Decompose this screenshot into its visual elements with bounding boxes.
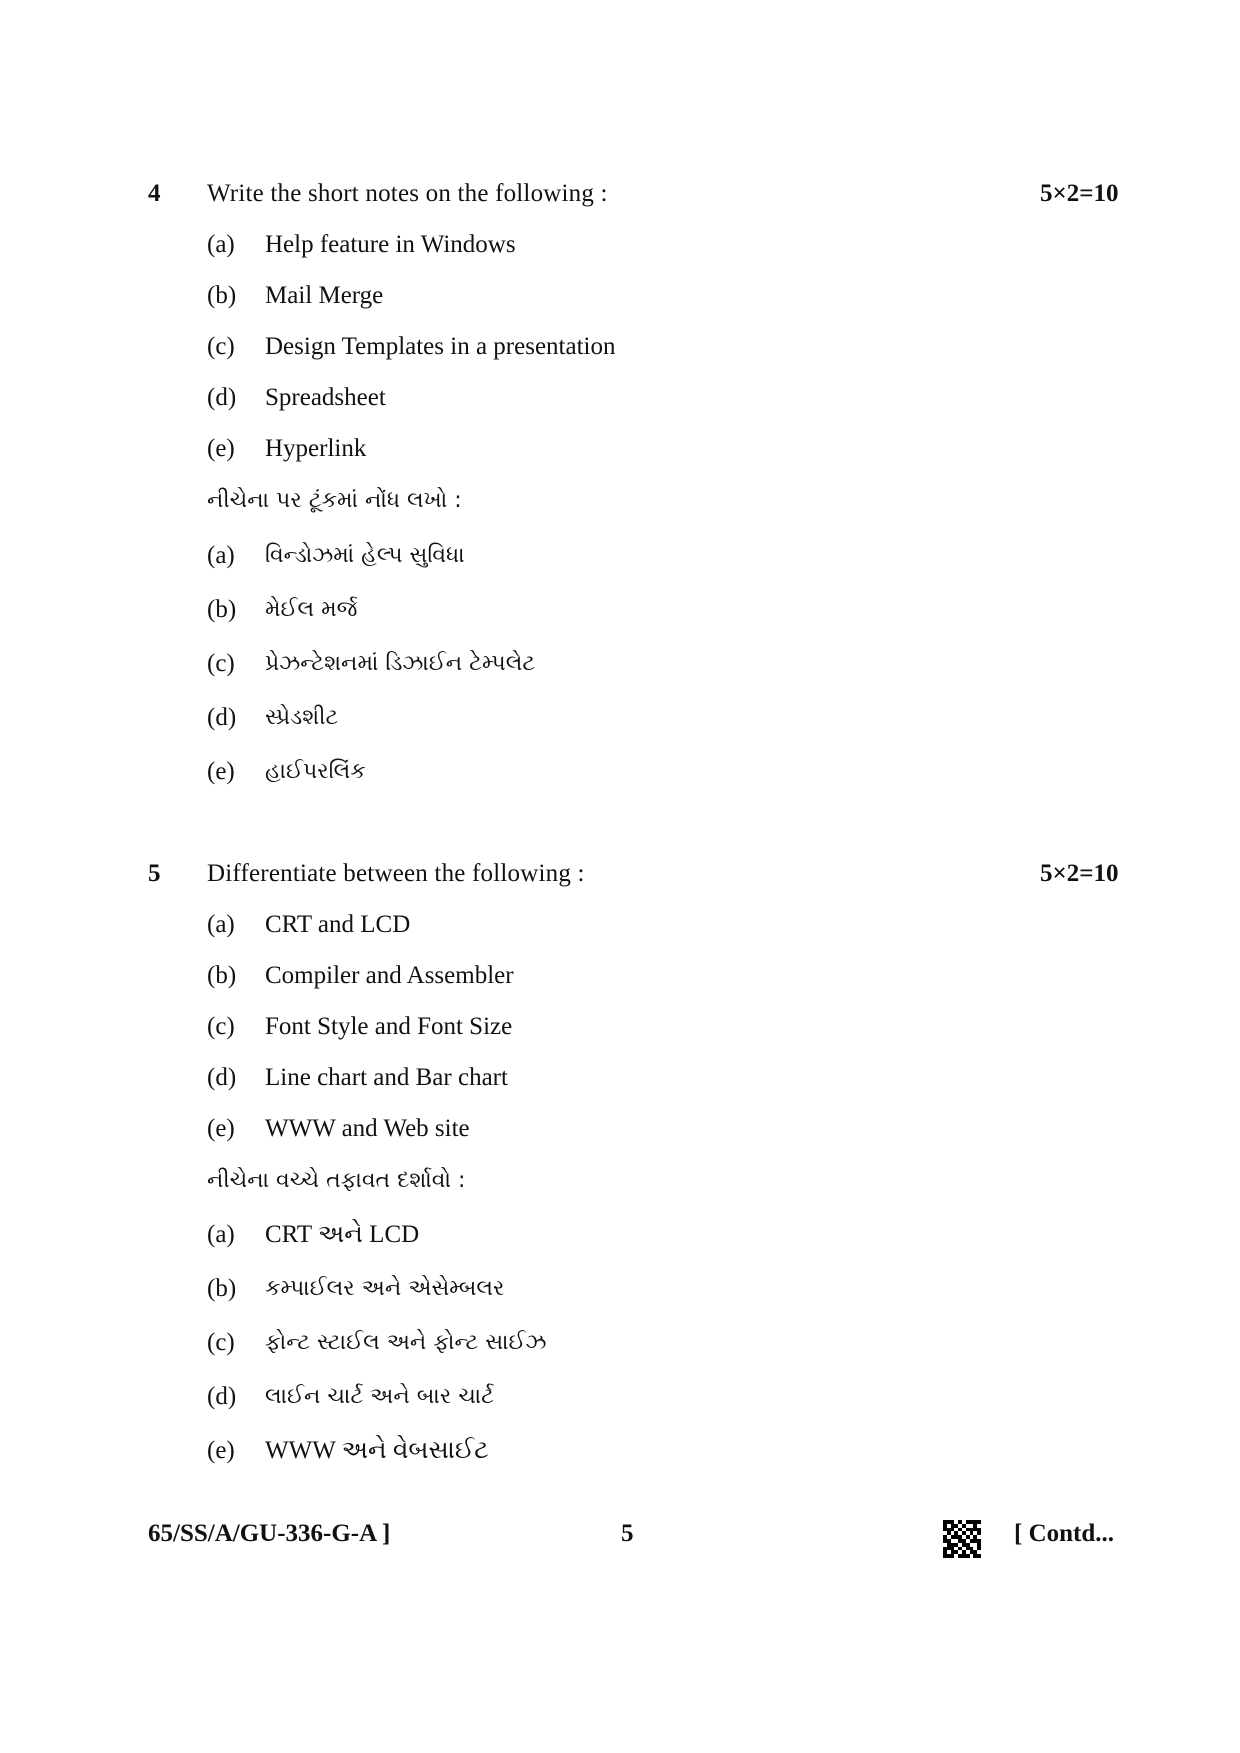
- option-text: Spreadsheet: [265, 384, 386, 411]
- option-text: મેઈલ મર્જ: [265, 597, 358, 622]
- question-4-text: Write the short notes on the following :: [207, 180, 608, 207]
- question-5-marks: 5×2=10: [1040, 860, 1119, 887]
- option-label: (c): [207, 1013, 235, 1040]
- continued-marker: [ Contd...: [1014, 1520, 1115, 1547]
- option-label: (a): [207, 542, 235, 569]
- qr-code-icon: [943, 1520, 981, 1558]
- option-label: (a): [207, 231, 235, 258]
- option-text: ફોન્ટ સ્ટાઈલ અને ફોન્ટ સાઈઝ: [265, 1330, 547, 1355]
- option-label: (d): [207, 1383, 237, 1410]
- option-label: (b): [207, 1275, 237, 1302]
- option-text: પ્રેઝન્ટેશનમાં ડિઝાઈન ટેમ્પલેટ: [265, 651, 536, 676]
- option-label: (e): [207, 1115, 235, 1142]
- option-label: (c): [207, 650, 235, 677]
- option-text: વિન્ડોઝમાં હેલ્પ સુવિધા: [265, 543, 465, 568]
- option-text: લાઈન ચાર્ટ અને બાર ચાર્ટ: [265, 1384, 494, 1409]
- option-text: હાઈપરલિંક: [265, 759, 366, 784]
- option-text: Line chart and Bar chart: [265, 1064, 508, 1091]
- option-label: (e): [207, 758, 235, 785]
- option-text: Font Style and Font Size: [265, 1013, 513, 1040]
- option-label: (b): [207, 282, 237, 309]
- option-label: (d): [207, 1064, 237, 1091]
- paper-code: 65/SS/A/GU-336-G-A ]: [148, 1520, 391, 1547]
- question-5-text: Differentiate between the following :: [207, 860, 585, 887]
- option-label: (e): [207, 435, 235, 462]
- question-5-number: 5: [148, 860, 161, 887]
- option-label: (c): [207, 333, 235, 360]
- option-text: CRT and LCD: [265, 911, 411, 938]
- option-text: Design Templates in a presentation: [265, 333, 616, 360]
- option-label: (c): [207, 1329, 235, 1356]
- option-text: Compiler and Assembler: [265, 962, 514, 989]
- page-number: 5: [621, 1520, 634, 1547]
- option-text: CRT અને LCD: [265, 1221, 420, 1248]
- option-text: કમ્પાઈલર અને એસેમ્બલર: [265, 1276, 505, 1301]
- question-5-text-gujarati: નીચેના વચ્ચે તફાવત દર્શાવો :: [207, 1168, 466, 1193]
- option-label: (d): [207, 384, 237, 411]
- option-label: (a): [207, 1221, 235, 1248]
- option-label: (d): [207, 704, 237, 731]
- question-4-marks: 5×2=10: [1040, 180, 1119, 207]
- option-label: (a): [207, 911, 235, 938]
- option-text: સ્પ્રેડશીટ: [265, 705, 339, 730]
- option-text: Mail Merge: [265, 282, 384, 309]
- option-text: Hyperlink: [265, 435, 367, 462]
- option-text: Help feature in Windows: [265, 231, 516, 258]
- option-text: WWW અને વેબસાઈટ: [265, 1437, 489, 1464]
- question-4-text-gujarati: નીચેના પર ટૂંકમાં નોંધ લખો :: [207, 488, 462, 513]
- option-label: (b): [207, 596, 237, 623]
- option-text: WWW and Web site: [265, 1115, 470, 1142]
- option-label: (e): [207, 1437, 235, 1464]
- question-4-number: 4: [148, 180, 161, 207]
- option-label: (b): [207, 962, 237, 989]
